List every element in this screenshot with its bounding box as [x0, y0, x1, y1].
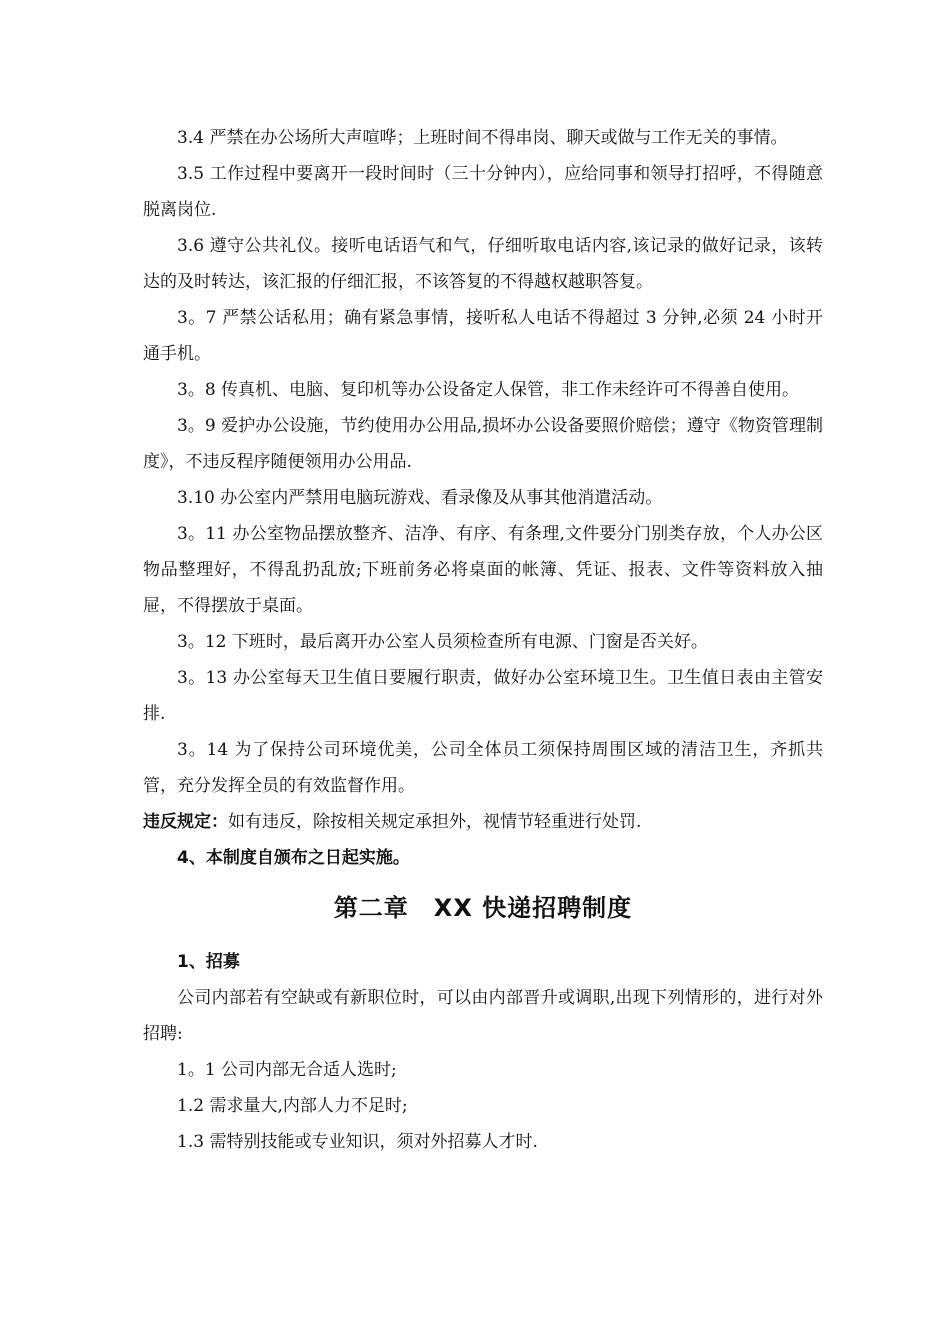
document-body — [143, 120, 823, 1160]
rule-3-5: 3.5 工作过程中要离开一段时间时（三十分钟内），应给同事和领导打招呼，不得随意脱离岗位. — [143, 164, 823, 220]
rule-3-11: 3。11 办公室物品摆放整齐、洁净、有序、有条理,文件要分门别类存放，个人办公区物品整理好，不得乱扔乱放;下班前务必将桌面的帐簿、凭证、报表、文件等资料放入抽屉，不得摆放于桌面。 — [143, 524, 823, 616]
rule-3-13: 3。13 办公室每天卫生值日要履行职责，做好办公室环境卫生。卫生值日表由主管安排. — [143, 668, 823, 724]
condition-1-1: 1。1 公司内部无合适人选时; — [177, 1060, 397, 1080]
violation-label: 违反规定： — [143, 812, 228, 832]
condition-1-2: 1.2 需求量大,内部人力不足时; — [177, 1096, 408, 1116]
rule-3-10: 3.10 办公室内严禁用电脑玩游戏、看录像及从事其他消遣活动。 — [177, 488, 663, 508]
chapter-title: 第二章 XX 快递招聘制度 — [333, 894, 633, 922]
rule-3-4: 3.4 严禁在办公场所大声喧哗；上班时间不得串岗、聊天或做与工作无关的事情。 — [177, 128, 788, 148]
violation-text: 如有违反，除按相关规定承担外，视情节轻重进行处罚. — [228, 812, 642, 832]
rule-3-12: 3。12 下班时，最后离开办公室人员须检查所有电源、门窗是否关好。 — [177, 632, 708, 652]
recruitment-intro: 公司内部若有空缺或有新职位时，可以由内部晋升或调职,出现下列情形的，进行对外招聘: — [143, 988, 823, 1044]
violation-clause — [143, 804, 823, 840]
condition-1-3: 1.3 需特别技能或专业知识，须对外招募人才时. — [177, 1132, 538, 1152]
effective-clause: 4、本制度自颁布之日起实施。 — [177, 848, 410, 868]
rule-3-6: 3.6 遵守公共礼仪。接听电话语气和气，仔细听取电话内容,该记录的做好记录，该转达的及时转达，该汇报的仔细汇报，不该答复的不得越权越职答复。 — [143, 236, 823, 292]
rule-3-7: 3。7 严禁公话私用；确有紧急事情，接听私人电话不得超过 3 分钟,必须 24 小时开通手机。 — [143, 308, 823, 364]
section-heading-recruitment: 1、招募 — [177, 952, 240, 972]
rule-3-8: 3。8 传真机、电脑、复印机等办公设备定人保管，非工作未经许可不得善自使用。 — [177, 380, 800, 400]
rule-3-14: 3。14 为了保持公司环境优美，公司全体员工须保持周围区域的清洁卫生，齐抓共管，充分发挥全员的有效监督作用。 — [143, 740, 823, 796]
rule-3-9: 3。9 爱护办公设施，节约使用办公用品,损坏办公设备要照价赔偿；遵守《物资管理制度》，不违反程序随便领用办公用品. — [143, 416, 823, 472]
